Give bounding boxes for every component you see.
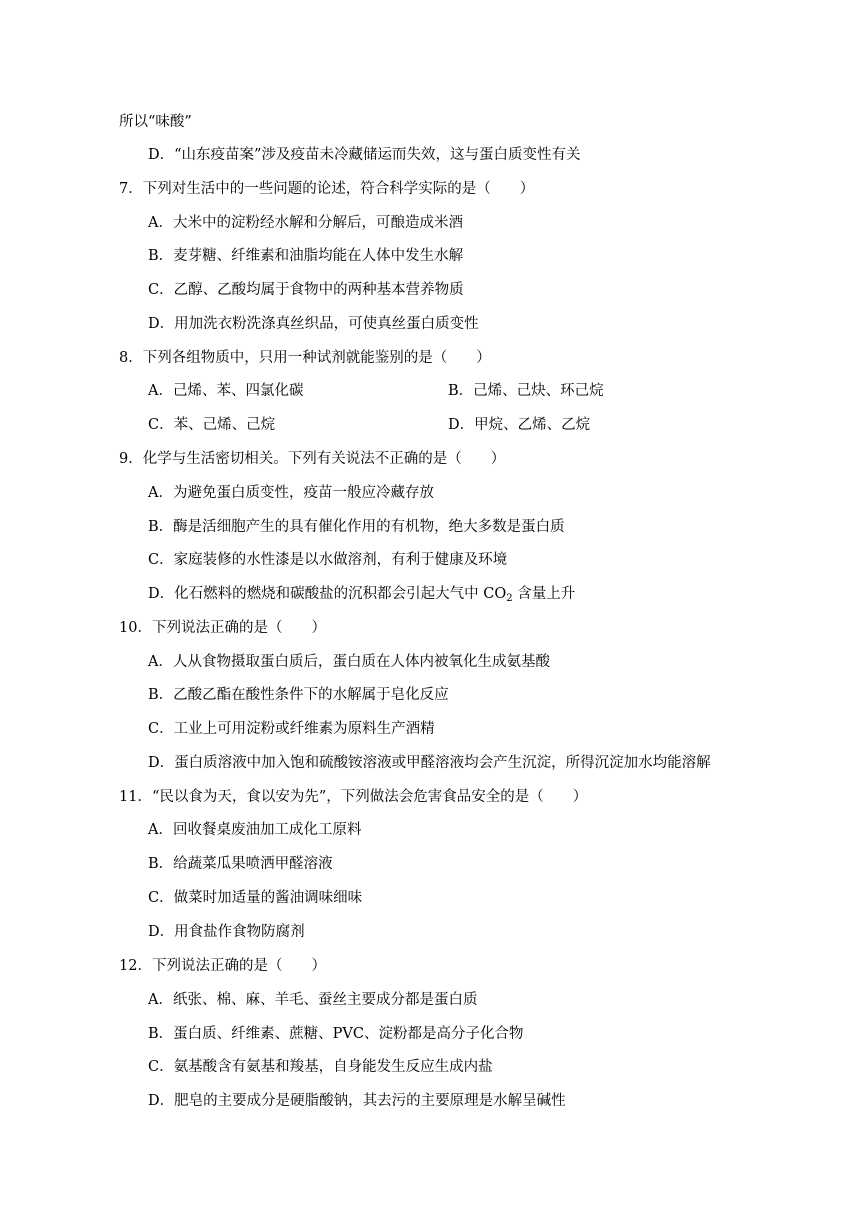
question-11-option-a: A．回收餐桌废油加工成化工原料 — [148, 822, 362, 838]
question-7-option-b: B．麦芽糖、纤维素和油脂均能在人体中发生水解 — [148, 248, 464, 264]
question-8-option-b: B．己烯、己炔、环己烷 — [448, 383, 604, 399]
question-10-option-d: D．蛋白质溶液中加入饱和硫酸铵溶液或甲醛溶液均会产生沉淀，所得沉淀加水均能溶解 — [148, 755, 711, 771]
question-8-option-a: A．己烯、苯、四氯化碳 — [148, 383, 304, 399]
question-12-option-a: A．纸张、棉、麻、羊毛、蚕丝主要成分都是蛋白质 — [148, 992, 478, 1008]
question-10-option-a: A．人从食物摄取蛋白质后，蛋白质在人体内被氧化生成氨基酸 — [148, 654, 550, 670]
question-7: 7．下列对生活中的一些问题的论述，符合科学实际的是（ ） — [119, 181, 535, 197]
question-9: 9．化学与生活密切相关。下列有关说法不正确的是（ ） — [119, 451, 506, 467]
option-d-line: D．“山东疫苗案”涉及疫苗未冷藏储运而失效，这与蛋白质变性有关 — [148, 147, 581, 163]
question-8-option-d: D．甲烷、乙烯、乙烷 — [448, 417, 591, 433]
question-9-option-a: A．为避免蛋白质变性，疫苗一般应冷藏存放 — [148, 485, 434, 501]
question-9-option-d-tail: 含量上升 — [512, 586, 576, 602]
question-11-option-d: D．用食盐作食物防腐剂 — [148, 924, 305, 940]
question-8: 8．下列各组物质中，只用一种试剂就能鉴别的是（ ） — [119, 350, 491, 366]
question-8-option-c: C．苯、己烯、己烷 — [148, 417, 276, 433]
question-12-option-b: B．蛋白质、纤维素、蔗糖、PVC、淀粉都是高分子化合物 — [148, 1026, 524, 1042]
question-7-option-a: A．大米中的淀粉经水解和分解后，可酿造成米酒 — [148, 215, 463, 231]
question-9-option-b: B．酶是活细胞产生的具有催化作用的有机物，绝大多数是蛋白质 — [148, 519, 565, 535]
question-9-option-c: C．家庭装修的水性漆是以水做溶剂，有利于健康及环境 — [148, 552, 508, 568]
question-11-option-b: B．给蔬菜瓜果喷洒甲醛溶液 — [148, 856, 333, 872]
question-10-option-c: C．工业上可用淀粉或纤维素为原料生产酒精 — [148, 721, 435, 737]
question-12: 12．下列说法正确的是（ ） — [119, 958, 326, 974]
question-11: 11．“民以食为天，食以安为先”，下列做法会危害食品安全的是（ ） — [119, 789, 588, 805]
question-9-option-d — [148, 584, 575, 604]
text-line: 所以“味酸” — [119, 114, 192, 130]
question-9-option-d-text: D．化石燃料的燃烧和碳酸盐的沉积都会引起大气中 CO — [148, 586, 507, 602]
question-7-option-d: D．用加洗衣粉洗涤真丝织品，可使真丝蛋白质变性 — [148, 316, 479, 332]
question-10-option-b: B．乙酸乙酯在酸性条件下的水解属于皂化反应 — [148, 687, 449, 703]
question-11-option-c: C．做菜时加适量的酱油调味细味 — [148, 890, 363, 906]
question-7-option-c: C．乙醇、乙酸均属于食物中的两种基本营养物质 — [148, 282, 464, 298]
question-12-option-c: C．氨基酸含有氨基和羧基，自身能发生反应生成内盐 — [148, 1059, 493, 1075]
question-10: 10．下列说法正确的是（ ） — [119, 620, 326, 636]
question-12-option-d: D．肥皂的主要成分是硬脂酸钠，其去污的主要原理是水解呈碱性 — [148, 1093, 566, 1109]
subscript-2: 2 — [506, 593, 513, 604]
